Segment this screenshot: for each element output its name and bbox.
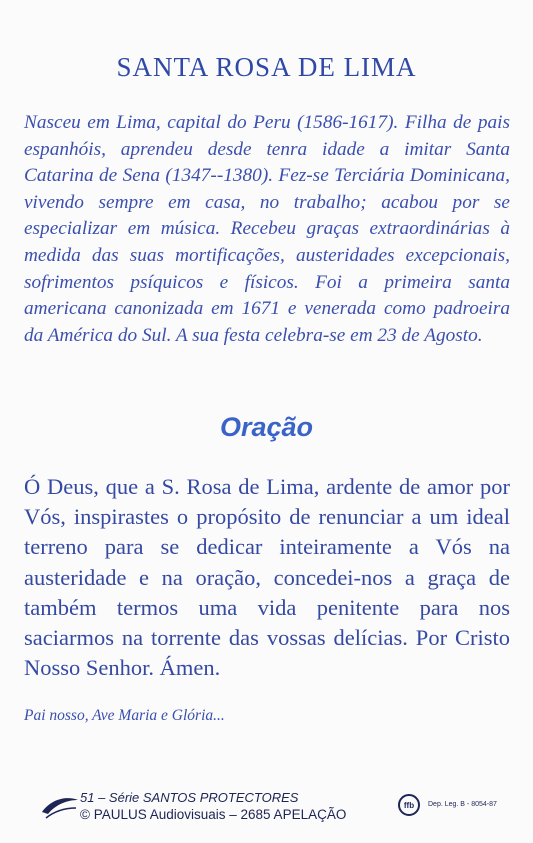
prayer-text: Ó Deus, que a S. Rosa de Lima, ardente de amor por Vós, inspirastes o propósito de renunciar a um ideal terreno para se dedicar inteiramente a Vós na austeridade e na oração, concedei-nos a graça de também termos uma vida penitente para nos saciarmos na torrente das vossas delícias. Por Cristo Nosso Senhor. Ámen. [24,474,510,681]
legal-deposit: Dep. Leg. B - 8054-87 [428,801,497,808]
paulus-logo-icon [34,794,84,820]
prayer-heading: Oração [219,412,314,442]
footer [0,788,533,828]
publisher-line: © PAULUS Audiovisuais – 2685 APELAÇÃO [80,807,347,822]
card-title: SANTA ROSA DE LIMA [116,52,417,82]
series-line: 51 – Série SANTOS PROTECTORES [80,790,299,805]
footer-text [80,790,346,823]
closing-prayers: Pai nosso, Ave Maria e Glória... [24,707,225,724]
biography-text: Nasceu em Lima, capital do Peru (1586-1617). Filha de pais espanhóis, aprendeu desde tenra idade a imitar Santa Catarina de Sena (1347--1380). Fez-se Terciária Dominicana, vivendo sempre em casa, no trabalho; acabou por se especializar em música. Recebeu graças extraordinárias à medida das suas mortificações, austeridades excepcionais, sofrimentos psíquicos e físicos. Foi a primeira santa americana canonizada em 1671 e venerada como padroeira da América do Sul. A sua festa celebra-se em 23 de Agosto. [24,112,510,346]
seal-icon: ffb [398,794,420,816]
